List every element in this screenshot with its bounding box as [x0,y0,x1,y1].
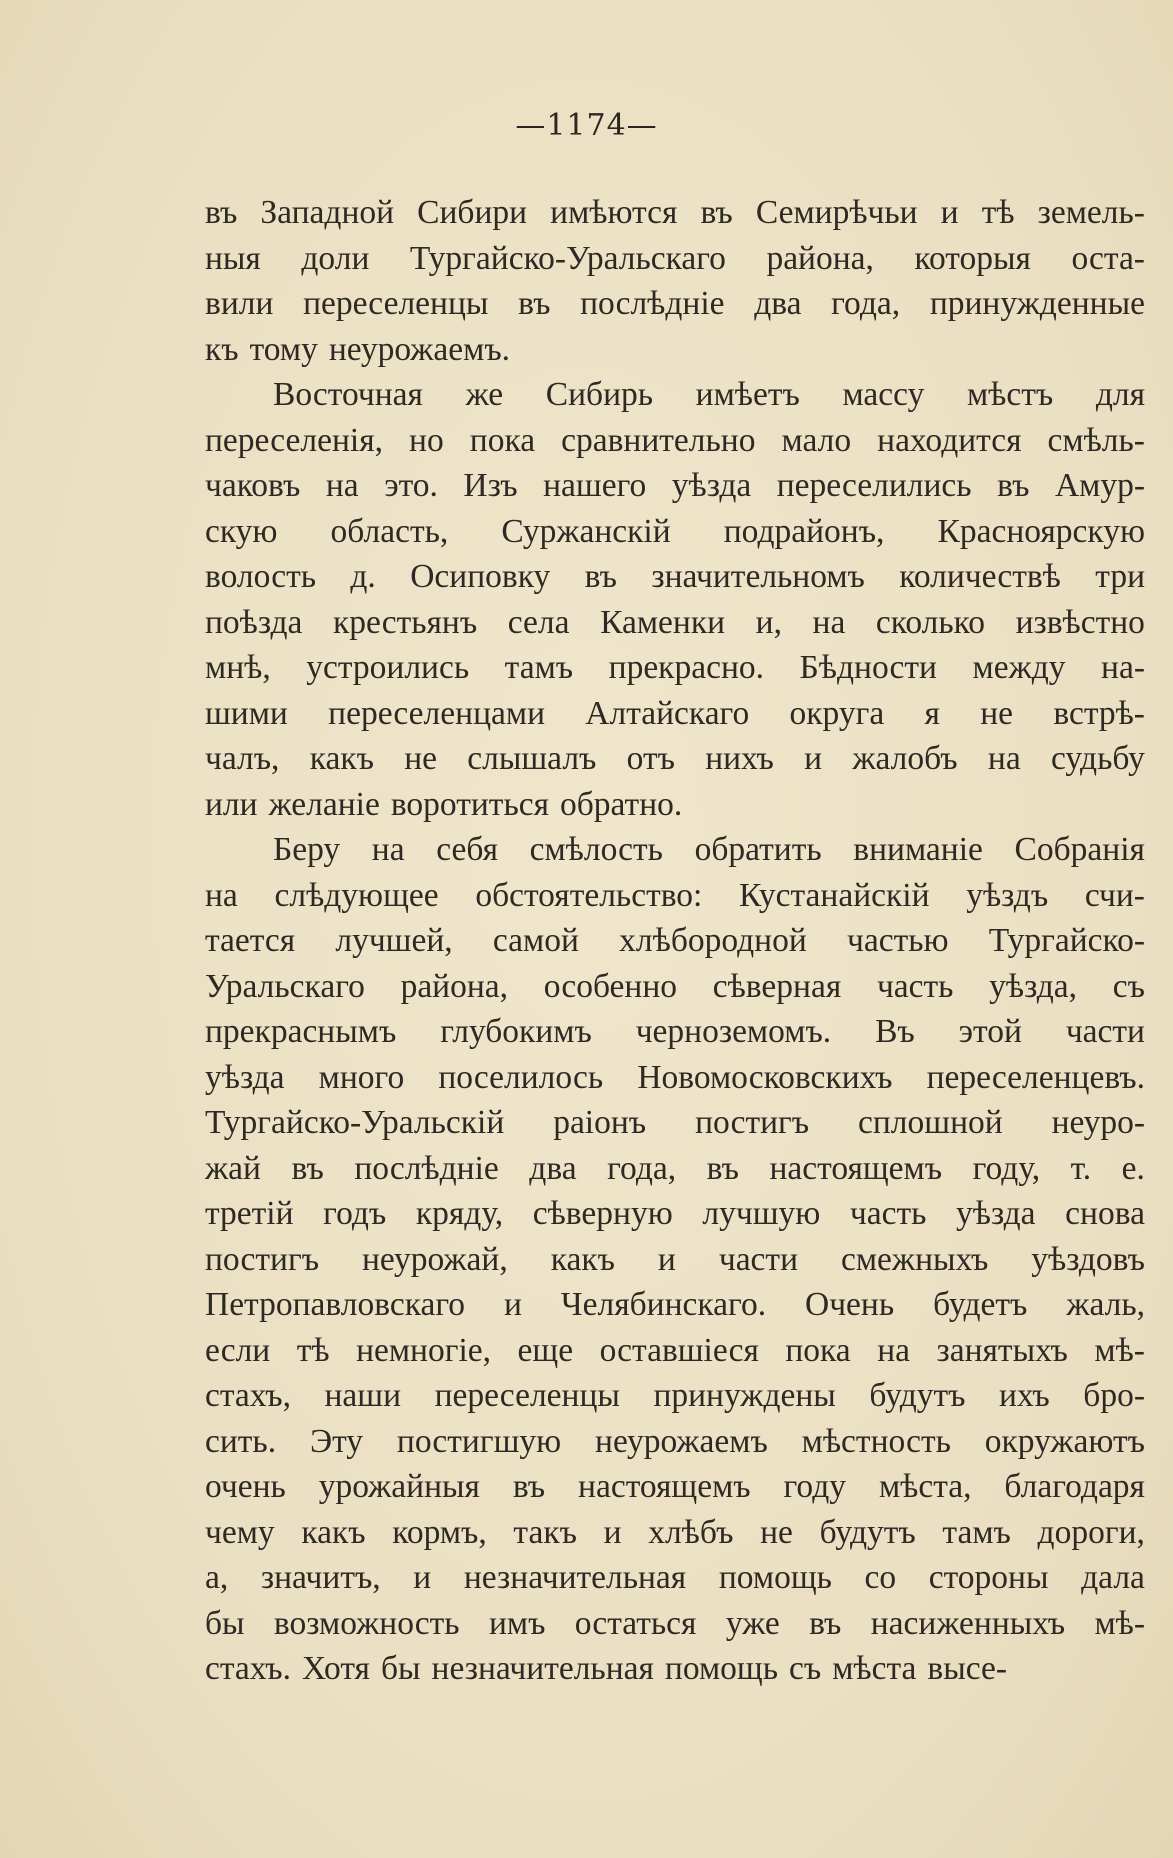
text-line: вили переселенцы въ послѣдніе два года, принужденные [205,285,1145,322]
text-line: переселенія, но пока сравнительно мало находится смѣль- [205,421,1145,459]
page-number: —1174— [515,108,658,143]
body-text [205,190,1145,1692]
text-line: третій годъ кряду, сѣверную лучшую часть уѣзда снова [205,1195,1145,1232]
paragraph [205,190,1145,372]
text-line: стахъ, наши переселенцы принуждены будутъ ихъ бро- [205,1377,1145,1414]
text-line: чаковъ на это. Изъ нашего уѣзда переселились въ Амур- [205,467,1145,504]
text-line: постигъ неурожай, какъ и части смежныхъ уѣздовъ [205,1240,1145,1278]
text-line: прекраснымъ глубокимъ черноземомъ. Въ этой части [205,1013,1145,1050]
text-line: бы возможность имъ остаться уже въ насиженныхъ мѣ- [205,1604,1145,1642]
text-line: Беру на себя смѣлость обратить вниманіе Собранія [273,831,1145,868]
text-line: ныя доли Тургайско-Уральскаго района, которыя оста- [205,239,1145,277]
text-line: сить. Эту постигшую неурожаемъ мѣстность окружаютъ [205,1422,1145,1460]
text-line: Тургайско-Уральскій раіонъ постигъ сплошной неуро- [205,1104,1145,1141]
text-line: волость д. Осиповку въ значительномъ количествѣ три [205,558,1145,595]
text-line: чалъ, какъ не слышалъ отъ нихъ и жалобъ на судьбу [205,740,1145,777]
text-line: скую область, Суржанскій подрайонъ, Красноярскую [205,512,1145,550]
text-line: Уральскаго района, особенно сѣверная часть уѣзда, съ [205,967,1145,1005]
text-line: къ тому неурожаемъ. [205,330,511,368]
paragraph [205,827,1145,1692]
text-line: тается лучшей, самой хлѣбородной частью Тургайско- [205,922,1145,959]
text-line: очень урожайныя въ настоящемъ году мѣста, благодаря [205,1468,1145,1505]
text-line: поѣзда крестьянъ села Каменки и, на сколько извѣстно [205,603,1145,641]
text-line: жай въ послѣдніе два года, въ настоящемъ году, т. е. [205,1149,1145,1187]
text-line: а, значитъ, и незначительная помощь со стороны дала [205,1559,1145,1596]
text-line: Петропавловскаго и Челябинскаго. Очень будетъ жаль, [205,1286,1145,1323]
text-line: Восточная же Сибирь имѣетъ массу мѣстъ для [273,376,1145,413]
paragraph [205,372,1145,827]
text-line: или желаніе воротиться обратно. [205,785,683,823]
text-line: шими переселенцами Алтайскаго округа я не встрѣ- [205,694,1145,732]
text-line: чему какъ кормъ, такъ и хлѣбъ не будутъ тамъ дороги, [205,1513,1145,1551]
text-line: на слѣдующее обстоятельство: Кустанайскій уѣздъ счи- [205,876,1145,914]
text-line: мнѣ, устроились тамъ прекрасно. Бѣдности между на- [205,649,1145,686]
text-line: стахъ. Хотя бы незначительная помощь съ мѣста высе- [205,1650,1008,1687]
text-line: если тѣ немногіе, еще оставшіеся пока на занятыхъ мѣ- [205,1331,1145,1369]
text-line: уѣзда много поселилось Новомосковскихъ переселенцевъ. [205,1058,1145,1096]
text-line: въ Западной Сибири имѣются въ Семирѣчьи и тѣ земель- [205,194,1145,231]
